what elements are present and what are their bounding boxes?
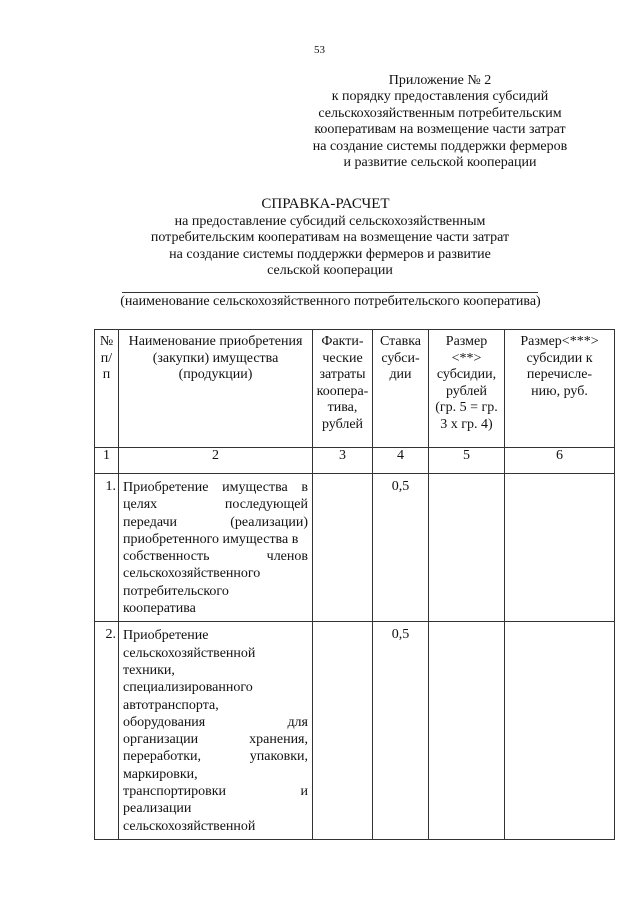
text-word: маркировки, [123, 766, 198, 782]
text-word: оборудования [123, 714, 206, 730]
appendix-line: и развитие сельской кооперации [343, 155, 537, 171]
header-line: Размер<***> [520, 334, 599, 349]
header-line: рублей [445, 383, 488, 399]
subtitle-line: потребительским кооперативам на возмещение части затрат [150, 230, 510, 246]
appendix-line: на создание системы поддержки фермеров [312, 138, 568, 154]
text-word: Приобретение [123, 628, 209, 644]
document-title: СПРАВКА-РАСЧЕТ [261, 196, 390, 212]
appendix-line: сельскохозяйственным потребительским [318, 105, 562, 121]
text-word: специализированного [123, 680, 253, 696]
header-line: <**> [451, 350, 482, 366]
text-word: сельскохозяйственного [123, 566, 261, 582]
header-line: п [102, 367, 111, 382]
header-line: субсидии, [436, 367, 497, 382]
appendix-header [290, 73, 590, 171]
text-word: автотранспорта, [123, 697, 219, 713]
header-line: тива, [327, 400, 358, 415]
column-number: 4 [373, 448, 429, 474]
text-word: собственность [123, 549, 210, 565]
table-row [95, 474, 615, 622]
header-line: Факти- [321, 334, 364, 349]
appendix-line: Приложение № 2 [388, 73, 492, 88]
row-item-name [119, 474, 313, 622]
text-word: Приобретение [123, 480, 209, 495]
subtitle-line: на создание системы поддержки фермеров и развитие [169, 246, 491, 262]
header-cell-actual-costs [313, 330, 373, 448]
header-line: субсидии к [526, 350, 593, 366]
row-rate: 0,5 [373, 622, 429, 840]
header-line: (продукции) [178, 367, 253, 382]
header-line: рублей [321, 416, 364, 432]
text-word: сельскохозяйственной [123, 645, 256, 661]
appendix-line: к порядку предоставления субсидий [331, 89, 549, 105]
row-transfer-amount [505, 622, 615, 840]
header-line: Ставка [379, 334, 422, 349]
row-number: 1. [95, 474, 119, 622]
text-word: организации [123, 732, 199, 748]
header-line: (гр. 5 = гр. [435, 400, 498, 415]
row-rate: 0,5 [373, 474, 429, 622]
subtitle-line: на предоставление субсидий сельскохозяйственным [174, 214, 486, 229]
subtitle-line: сельской кооперации [267, 263, 393, 279]
text-word: сельскохозяйственной [123, 818, 256, 834]
page-number: 53 [314, 44, 325, 56]
cooperative-name-caption: (наименование сельскохозяйственного потребительского кооператива) [120, 294, 541, 309]
text-word: (реализации) [230, 514, 308, 530]
row-transfer-amount [505, 474, 615, 622]
text-word: переработки, [123, 749, 201, 765]
text-word: в [301, 480, 308, 495]
header-line: п/ [100, 350, 113, 366]
column-number-row [95, 448, 615, 474]
text-word: приобретенного имущества в [123, 531, 299, 547]
header-line: субси- [381, 350, 420, 366]
text-word: последующей [224, 497, 308, 513]
column-number: 5 [429, 448, 505, 474]
header-line: 3 х гр. 4) [440, 416, 493, 432]
row-actual-costs [313, 622, 373, 840]
text-word: техники, [123, 662, 175, 678]
header-line: № [99, 334, 114, 349]
column-number: 3 [313, 448, 373, 474]
header-cell-number [95, 330, 119, 448]
table-header-row [95, 330, 615, 448]
text-word: транспортировки [123, 784, 227, 800]
header-line: ческие [322, 350, 363, 366]
text-word: имущества [222, 480, 288, 495]
row-item-name [119, 622, 313, 840]
calculation-table [94, 329, 615, 840]
header-cell-transfer-amount [505, 330, 615, 448]
row-subsidy-amount [429, 474, 505, 622]
header-line: Размер [445, 334, 488, 349]
header-cell-subsidy-amount [429, 330, 505, 448]
column-number: 2 [119, 448, 313, 474]
document-subtitle [100, 214, 560, 280]
text-word: хранения, [249, 732, 308, 748]
appendix-line: кооперативам на возмещение части затрат [314, 122, 566, 138]
header-line: Наименование приобретения [128, 334, 303, 349]
text-word: упаковки, [249, 749, 308, 765]
header-line: перечисле- [526, 367, 593, 382]
header-cell-rate [373, 330, 429, 448]
header-cell-name [119, 330, 313, 448]
header-line: дии [389, 367, 412, 382]
cooperative-name-line [122, 292, 538, 293]
row-actual-costs [313, 474, 373, 622]
header-line: (закупки) имущества [152, 350, 279, 366]
text-word: кооператива [123, 601, 196, 617]
text-word: и [300, 784, 308, 800]
text-word: членов [266, 549, 308, 565]
text-word: передачи [123, 514, 178, 530]
table-row [95, 622, 615, 840]
header-line: коопера- [316, 383, 369, 399]
text-word: потребительского [123, 583, 229, 599]
row-number: 2. [95, 622, 119, 840]
text-word: реализации [123, 801, 192, 817]
header-line: затраты [319, 367, 366, 382]
row-subsidy-amount [429, 622, 505, 840]
column-number: 6 [505, 448, 615, 474]
text-word: целях [123, 497, 158, 513]
text-word: для [287, 714, 308, 730]
header-line: нию, руб. [531, 383, 588, 399]
column-number: 1 [95, 448, 119, 474]
